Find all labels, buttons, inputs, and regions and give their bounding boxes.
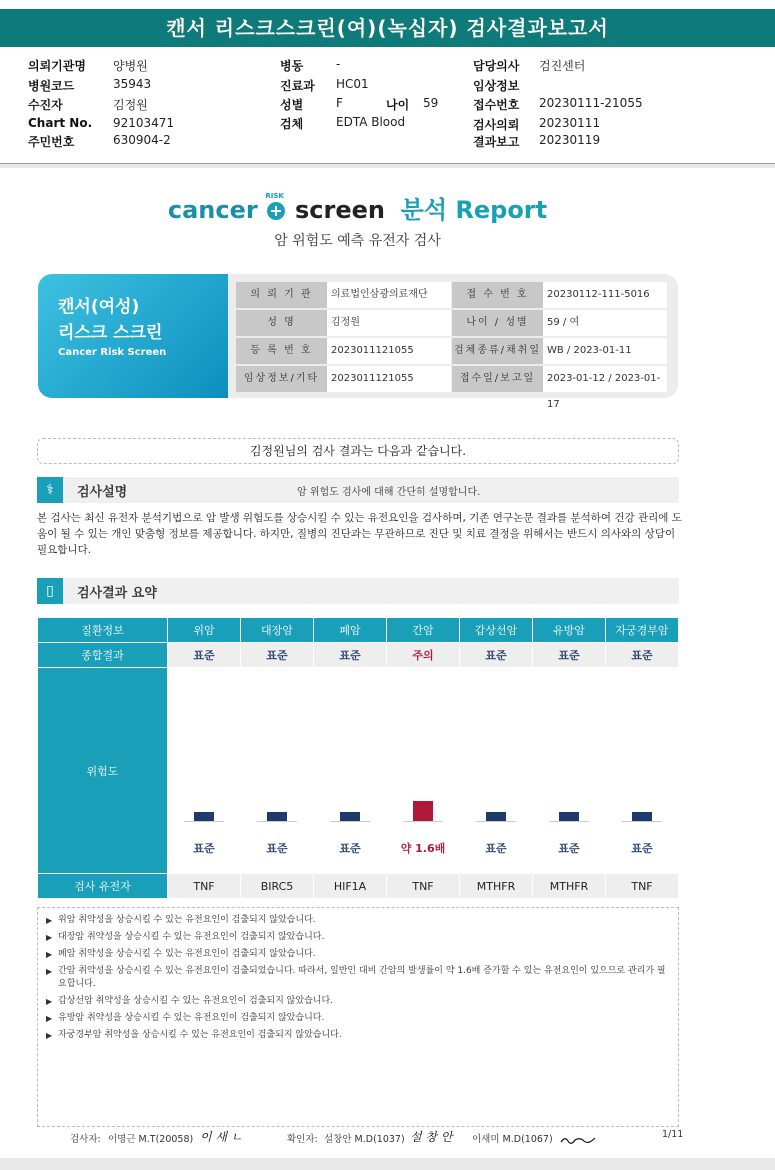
overall-cell: 표준	[168, 643, 241, 668]
overall-cell: 표준	[606, 643, 679, 668]
header-divider	[0, 163, 775, 168]
risk-label: 표준	[193, 842, 215, 855]
ward-label: 병동	[280, 59, 304, 73]
section-summary-title: 검사결과 요약	[77, 586, 157, 601]
confirmer2-signature	[560, 1130, 596, 1140]
brand-cancer: cancer	[167, 196, 258, 224]
confirmer1-name: 설창안 M.D(1037)	[324, 1134, 405, 1145]
page-number: 1/11	[662, 1129, 684, 1140]
risk-label: 표준	[339, 842, 361, 855]
report-date-label: 결과보고	[473, 135, 520, 149]
gene-cell: TNF	[168, 874, 241, 899]
age-value: 59	[423, 96, 439, 110]
disease-cell: 유방암	[533, 618, 606, 643]
risk-row	[38, 668, 679, 874]
disease-cell: 간암	[387, 618, 460, 643]
risk-label: 표준	[485, 842, 507, 855]
risk-label: 표준	[631, 842, 653, 855]
findings-list	[38, 908, 678, 1042]
info-card-grid	[236, 280, 676, 410]
section-description-header	[37, 477, 679, 503]
brand-screen: screen	[295, 196, 386, 224]
bottom-strip	[0, 1158, 775, 1170]
card-title-1: 캔서(여성)	[58, 297, 140, 317]
card-label: 접수일/보고일	[452, 366, 543, 392]
card-title-2: 리스크 스크린	[58, 323, 163, 343]
gene-cell: BIRC5	[241, 874, 314, 899]
folder-icon: ▯	[37, 578, 63, 604]
stethoscope-icon: ⚕	[37, 477, 63, 503]
arrow-right-icon: ▶	[46, 933, 53, 942]
overall-cell: 표준	[241, 643, 314, 668]
risk-bar	[632, 812, 652, 821]
card-label: 검체종류/채취일	[452, 338, 543, 364]
section-description-note: 암 위험도 검사에 대해 간단히 설명합니다.	[297, 487, 481, 498]
chart-no-label: Chart No.	[28, 116, 93, 130]
specimen-label: 검체	[280, 117, 304, 131]
card-label: 등 록 번 호	[236, 338, 327, 364]
risk-bar	[340, 812, 360, 821]
arrow-right-icon: ▶	[46, 997, 53, 1006]
doctor-label: 담당의사	[473, 59, 520, 73]
card-title-3: Cancer Risk Screen	[58, 347, 167, 358]
disease-cell: 자궁경부암	[606, 618, 679, 643]
examiner-signature: 이 새 ㄴ	[200, 1130, 243, 1144]
description-text: 본 검사는 최신 유전자 분석기법으로 암 발생 위험도를 상승시킬 수 있는 유전요인을 검사하며, 기존 연구논문 결과를 분석하여 건강 관리에 도움이 될 수 있는 개인 맞춤형 정보를 제공합니다. 하지만, 질병의 진단과는 무관하므로 진단 및 치료 결정을 위해서는 반드시 의사와의 상담이 필요합니다.	[37, 512, 682, 556]
page-subtitle: 암 위험도 예측 유전자 검사	[274, 233, 441, 249]
info-card-banner	[38, 274, 228, 398]
hospital-code-value: 35943	[113, 77, 152, 91]
card-value: 2023011121055	[327, 338, 451, 364]
gene-cell: MTHFR	[460, 874, 533, 899]
risk-cell	[168, 668, 241, 874]
gene-cell: HIF1A	[314, 874, 387, 899]
disease-cell: 갑상선암	[460, 618, 533, 643]
patient-label: 수진자	[28, 98, 63, 112]
risk-bar	[194, 812, 214, 821]
finding-item: ▶ 자궁경부암 취약성을 상승시킬 수 있는 유전요인이 검출되지 않았습니다.	[46, 1030, 342, 1040]
finding-item: ▶ 갑상선암 취약성을 상승시킬 수 있는 유전요인이 검출되지 않았습니다.	[46, 996, 334, 1006]
confirmer2-name: 이새미 M.D(1067)	[472, 1134, 553, 1145]
department-value: HC01	[336, 77, 369, 91]
risk-label: 표준	[266, 842, 288, 855]
risk-cell	[387, 668, 460, 874]
risk-bar	[486, 812, 506, 821]
overall-row	[38, 643, 679, 668]
findings-box	[37, 907, 679, 1127]
sex-label: 성별	[280, 98, 304, 112]
section-summary-header	[37, 578, 679, 604]
request-date-value: 20230111	[539, 116, 601, 130]
disease-cell: 위암	[168, 618, 241, 643]
disease-cell: 폐암	[314, 618, 387, 643]
card-value: 김정원	[327, 310, 451, 336]
department-label: 진료과	[280, 79, 315, 93]
confirmer1-signature: 설 창 안	[410, 1130, 453, 1144]
examiner-label: 검사자:	[70, 1134, 101, 1145]
brand-report: 분석 Report	[400, 196, 548, 224]
overall-cell: 표준	[460, 643, 533, 668]
gene-row	[38, 874, 679, 899]
disease-row	[38, 618, 679, 643]
card-label: 성 명	[236, 310, 327, 336]
risk-cell	[241, 668, 314, 874]
hospital-code-label: 병원코드	[28, 79, 75, 93]
risk-label: 표준	[558, 842, 580, 855]
finding-item: ▶ 폐암 취약성을 상승시킬 수 있는 유전요인이 검출되지 않았습니다.	[46, 949, 316, 959]
row-label-disease: 질환정보	[38, 618, 168, 643]
patient-info	[0, 0, 775, 160]
receipt-no-label: 접수번호	[473, 98, 520, 112]
risk-label: 약 1.6배	[400, 842, 446, 855]
doctor-value: 검진센터	[539, 59, 586, 73]
hospital-name-label: 의뢰기관명	[28, 59, 86, 73]
card-value: 2023011121055	[327, 366, 451, 392]
risk-cell	[606, 668, 679, 874]
card-label: 나이 / 성별	[452, 310, 543, 336]
row-label-risk: 위험도	[38, 668, 168, 874]
card-value: 20230112-111-5016	[543, 282, 667, 308]
card-label: 접 수 번 호	[452, 282, 543, 308]
risk-bar	[413, 801, 433, 821]
arrow-right-icon: ▶	[46, 916, 53, 925]
resident-no-label: 주민번호	[28, 135, 75, 149]
risk-bar	[559, 812, 579, 821]
finding-item: ▶ 위암 취약성을 상승시킬 수 있는 유전요인이 검출되지 않았습니다.	[46, 915, 316, 925]
brand-logo	[0, 190, 715, 225]
resident-no-value: 630904-2	[113, 133, 171, 147]
card-label: 의 뢰 기 관	[236, 282, 327, 308]
overall-cell: 주의	[387, 643, 460, 668]
hospital-name-value: 양병원	[113, 59, 148, 73]
finding-item: ▶ 간암 취약성을 상승시킬 수 있는 유전요인이 검출되었습니다. 따라서, 일반인 대비 간암의 발생률이 약 1.6배 증가할 수 있는 유전요인이 있으므로 관리가 필요합니다.	[46, 966, 666, 989]
finding-item: ▶ 대장암 취약성을 상승시킬 수 있는 유전요인이 검출되지 않았습니다.	[46, 932, 325, 942]
risk-cell	[460, 668, 533, 874]
row-label-overall: 종합결과	[38, 643, 168, 668]
disease-cell: 대장암	[241, 618, 314, 643]
report-title: 캔서 리스크스크린(여)(녹십자) 검사결과보고서	[0, 9, 775, 47]
results-table	[37, 617, 679, 899]
report-date-value: 20230119	[539, 133, 601, 147]
risk-cell	[314, 668, 387, 874]
request-date-label: 검사의뢰	[473, 118, 520, 132]
finding-item: ▶ 유방암 취약성을 상승시킬 수 있는 유전요인이 검출되지 않았습니다.	[46, 1013, 325, 1023]
age-label: 나이	[386, 98, 410, 112]
overall-cell: 표준	[533, 643, 606, 668]
ward-value: -	[336, 57, 341, 71]
gene-cell: TNF	[387, 874, 460, 899]
risk-cell	[533, 668, 606, 874]
chart-no-value: 92103471	[113, 116, 175, 130]
card-value: WB / 2023-01-11	[543, 338, 667, 364]
gene-cell: TNF	[606, 874, 679, 899]
receipt-no-value: 20230111-21055	[539, 96, 643, 110]
brand-risk: RISK	[265, 192, 284, 200]
row-label-gene: 검사 유전자	[38, 874, 168, 899]
patient-value: 김정원	[113, 98, 148, 112]
clinical-info-label: 임상정보	[473, 79, 520, 93]
brand-plus-icon	[265, 192, 285, 220]
examiner-name: 이명근 M.T(20058)	[108, 1134, 194, 1145]
sex-value: F	[336, 96, 343, 110]
card-value: 의료법인삼광의료재단	[327, 282, 451, 308]
card-value: 59 / 여	[543, 310, 667, 336]
arrow-right-icon: ▶	[46, 967, 53, 976]
overall-cell: 표준	[314, 643, 387, 668]
confirmer-label: 확인자:	[287, 1134, 318, 1145]
specimen-value: EDTA Blood	[336, 115, 406, 129]
arrow-right-icon: ▶	[46, 1014, 53, 1023]
arrow-right-icon: ▶	[46, 1031, 53, 1040]
gene-cell: MTHFR	[533, 874, 606, 899]
card-label: 임상정보/기타	[236, 366, 327, 392]
result-notice: 김정원님의 검사 결과는 다음과 같습니다.	[37, 438, 679, 464]
risk-bar	[267, 812, 287, 821]
card-value: 2023-01-12 / 2023-01-17	[543, 366, 667, 392]
arrow-right-icon: ▶	[46, 950, 53, 959]
section-description-title: 검사설명	[77, 485, 128, 500]
